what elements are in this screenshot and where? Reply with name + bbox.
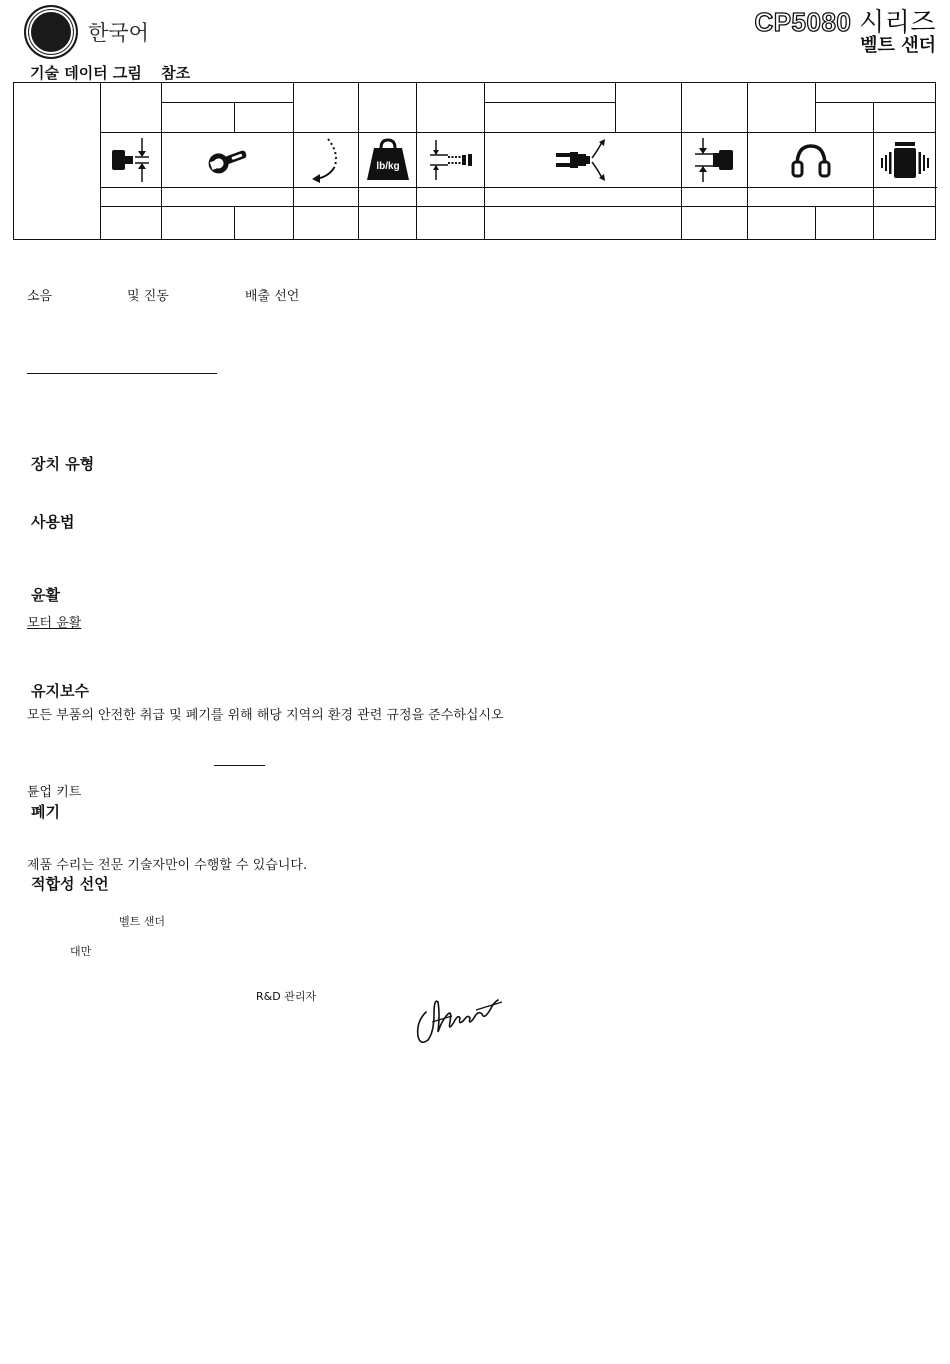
air-consumption-icon-cell [485, 132, 682, 187]
noise-label: 소음 [27, 289, 53, 304]
value-cell [162, 206, 235, 239]
value-cell [235, 206, 294, 239]
value-cell [359, 206, 417, 239]
belt-width-icon [109, 136, 153, 184]
air-consumption-icon [554, 136, 612, 184]
value-cell [682, 206, 748, 239]
tech-data-label: 기술 데이터 그림 [30, 64, 142, 82]
unit-cell [417, 187, 485, 206]
spec-table [13, 82, 936, 240]
belt-width-icon-cell [101, 132, 162, 187]
header-cell [359, 83, 417, 133]
value-cell [417, 206, 485, 239]
header-cell [485, 83, 616, 103]
repair-text: 제품 수리는 전문 기술자만이 수행할 수 있습니다. [27, 858, 308, 873]
signature-image [412, 992, 504, 1048]
unit-cell [748, 187, 874, 206]
value-cell [101, 206, 162, 239]
header-cell [816, 102, 874, 132]
value-cell [816, 206, 874, 239]
value-cell [748, 206, 816, 239]
header-cell [748, 83, 816, 133]
divider [27, 373, 217, 374]
lubrication-heading: 윤활 [31, 586, 60, 604]
header-cell [294, 83, 359, 133]
device-type-heading: 장치 유형 [31, 455, 95, 473]
header-cell [162, 102, 235, 132]
motor-lubrication-link[interactable]: 모터 윤활 [27, 616, 82, 631]
value-cell [874, 206, 936, 239]
header-cell [816, 83, 936, 103]
wrench-icon [205, 143, 251, 177]
vibration-icon-cell [874, 132, 936, 187]
weight-icon-cell [359, 132, 417, 187]
unit-cell [101, 187, 162, 206]
header-cell [101, 83, 162, 133]
header-cell [616, 83, 682, 133]
product-name: 벨트 샌더 [119, 915, 166, 928]
series-word: 시리즈 [859, 7, 936, 37]
maintenance-heading: 유지보수 [31, 682, 89, 700]
unit-cell [682, 187, 748, 206]
wrench-icon-cell [162, 132, 294, 187]
header-cell [874, 102, 936, 132]
header-cell [682, 83, 748, 133]
unit-cell [485, 187, 682, 206]
header-cell [162, 83, 294, 103]
value-cell [485, 206, 682, 239]
disposal-heading: 폐기 [31, 803, 60, 821]
hose-size-icon [693, 136, 737, 184]
language-badge-icon [24, 5, 78, 59]
rotation-icon-cell [294, 132, 359, 187]
conformity-heading: 적합성 선언 [31, 875, 109, 893]
value-cell [294, 206, 359, 239]
weight-icon [365, 137, 411, 183]
vibration-icon [881, 140, 929, 180]
reference-label: 참조 [161, 64, 191, 82]
language-label: 한국어 [88, 21, 149, 45]
rd-manager-label: R&D 관리자 [256, 990, 317, 1003]
usage-heading: 사용법 [31, 513, 75, 531]
series-code: CP5080 [754, 7, 852, 37]
hearing-icon-cell [748, 132, 874, 187]
air-inlet-size-icon [428, 138, 474, 182]
product-subtitle: 벨트 샌더 [860, 35, 936, 56]
unit-cell [874, 187, 936, 206]
maintenance-text: 모든 부품의 안전한 취급 및 폐기를 위해 해당 지역의 환경 관련 규정을 준수하십시오 [27, 708, 504, 723]
tuneup-kit-label: 튠업 키트 [27, 785, 82, 800]
vibration-label: 및 진동 [127, 289, 169, 304]
inlet-icon-cell [417, 132, 485, 187]
tech-reference [30, 62, 204, 83]
divider [214, 765, 265, 766]
unit-cell [162, 187, 294, 206]
rotation-speed-icon [306, 136, 346, 184]
model-cell [14, 83, 101, 240]
header-cell [417, 83, 485, 133]
hearing-protection-icon [790, 142, 832, 178]
country-label: 대만 [70, 945, 92, 958]
weight-unit-label: lb/kg [375, 160, 400, 172]
unit-cell [294, 187, 359, 206]
unit-cell [359, 187, 417, 206]
emission-label: 배출 선언 [245, 289, 300, 304]
hose-icon-cell [682, 132, 748, 187]
header-cell [235, 102, 294, 132]
header-cell [485, 102, 616, 132]
